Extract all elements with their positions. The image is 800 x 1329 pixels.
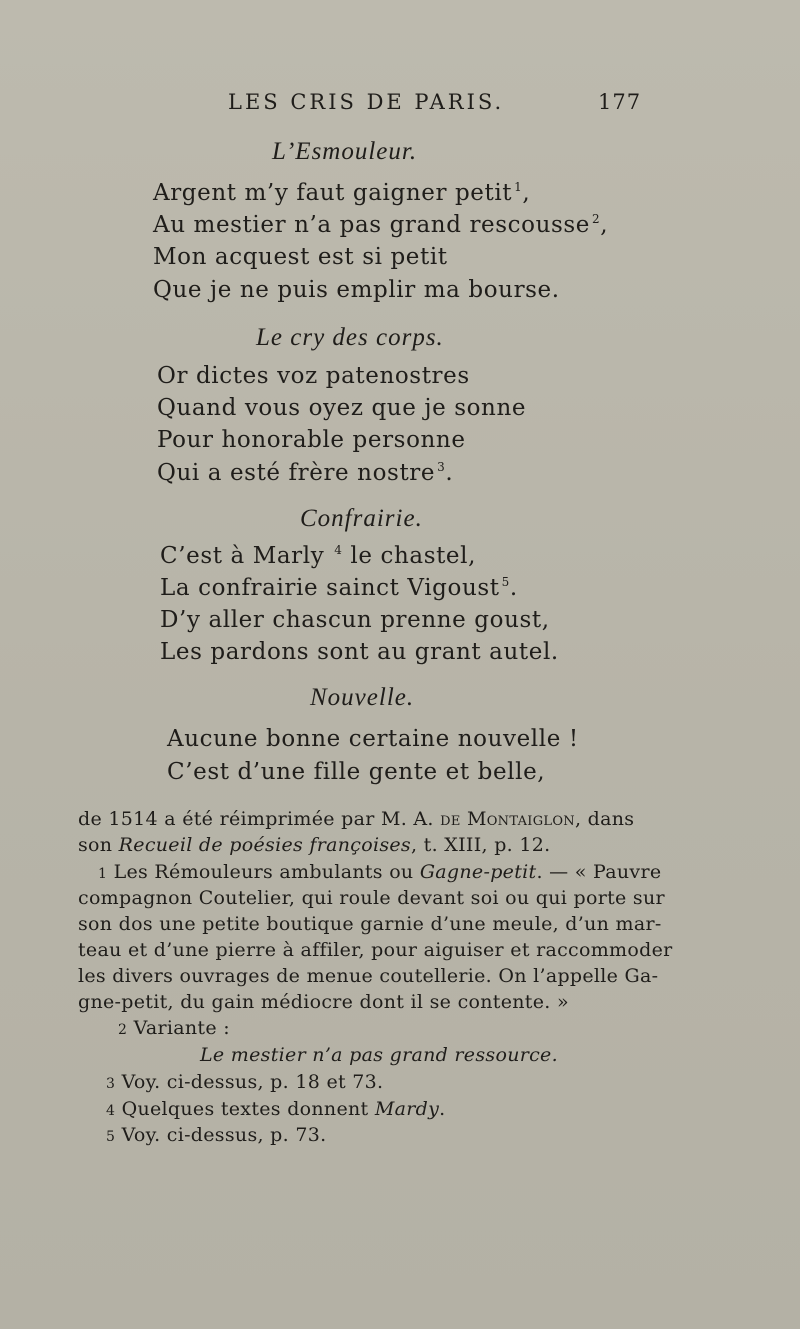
section-title-cry-des-corps: Le cry des corps. [256,324,444,351]
running-title: LES CRIS DE PARIS. [228,90,505,114]
verse-line: C’est d’une fille gente et belle, [167,759,546,785]
page-number: 177 [598,90,642,114]
verse-line: La confrairie sainct Vigoust $^5$. [160,575,518,601]
verse-line: Aucune bonne certaine nouvelle ! [167,726,579,752]
verse-line: Argent m’y faut gaigner petit $^1$, [153,180,531,206]
footnote-continuation: son Recueil de poésies françoises, t. XIII, p. 12. [78,834,551,856]
footnote-2-variant: Le mestier n’a pas grand ressource. [200,1044,558,1066]
verse-line: C’est à Marly $^4$ le chastel, [160,543,477,569]
footnote-1-line: les divers ouvrages de menue coutellerie. On l’appelle Ga- [78,965,659,987]
footnote-1-line: son dos une petite boutique garnie d’une meule, d’un mar- [78,913,662,935]
footnote-3: 3 Voy. ci-dessus, p. 18 et 73. [106,1071,384,1093]
verse-line: Or dictes voz patenostres [157,363,470,389]
page-header [0,90,800,120]
verse-line: Pour honorable personne [157,427,466,453]
footnote-1-line: compagnon Coutelier, qui roule devant soi ou qui porte sur [78,887,665,909]
footnote-ref: 3 [437,460,446,474]
section-title-esmouleur: L’Esmouleur. [272,138,418,165]
footnote-4: 4 Quelques textes donnent Mardy. [106,1098,446,1120]
verse-line: D’y aller chascun prenne goust, [160,607,550,633]
footnote-1-line: gne-petit, du gain médiocre dont il se contente. » [78,991,569,1013]
verse-line: Mon acquest est si petit [153,244,448,270]
footnote-1: 1 Les Rémouleurs ambulants ou Gagne-petit. — « Pauvre [98,861,662,883]
footnote-ref: 5 [501,575,510,589]
verse-line: Quand vous oyez que je sonne [157,395,527,421]
footnote-2: 2 Variante : [118,1017,230,1039]
footnote-1-line: teau et d’une pierre à affiler, pour aiguiser et raccommoder [78,939,673,961]
footnote-ref: 1 [514,180,523,194]
footnote-ref: 4 [334,543,343,557]
footnote-5: 5 Voy. ci-dessus, p. 73. [106,1124,327,1146]
footnote-continuation: de 1514 a été réimprimée par M. A. de Montaiglon, dans [78,808,635,830]
verse-line: Que je ne puis emplir ma bourse. [153,277,560,303]
verse-line: Qui a esté frère nostre $^3$. [157,460,454,486]
verse-line: Les pardons sont au grant autel. [160,639,559,665]
verse-line: Au mestier n’a pas grand rescousse $^2$, [153,212,609,238]
section-title-confrairie: Confrairie. [300,505,423,532]
footnote-ref: 2 [592,212,601,226]
section-title-nouvelle: Nouvelle. [310,684,415,711]
